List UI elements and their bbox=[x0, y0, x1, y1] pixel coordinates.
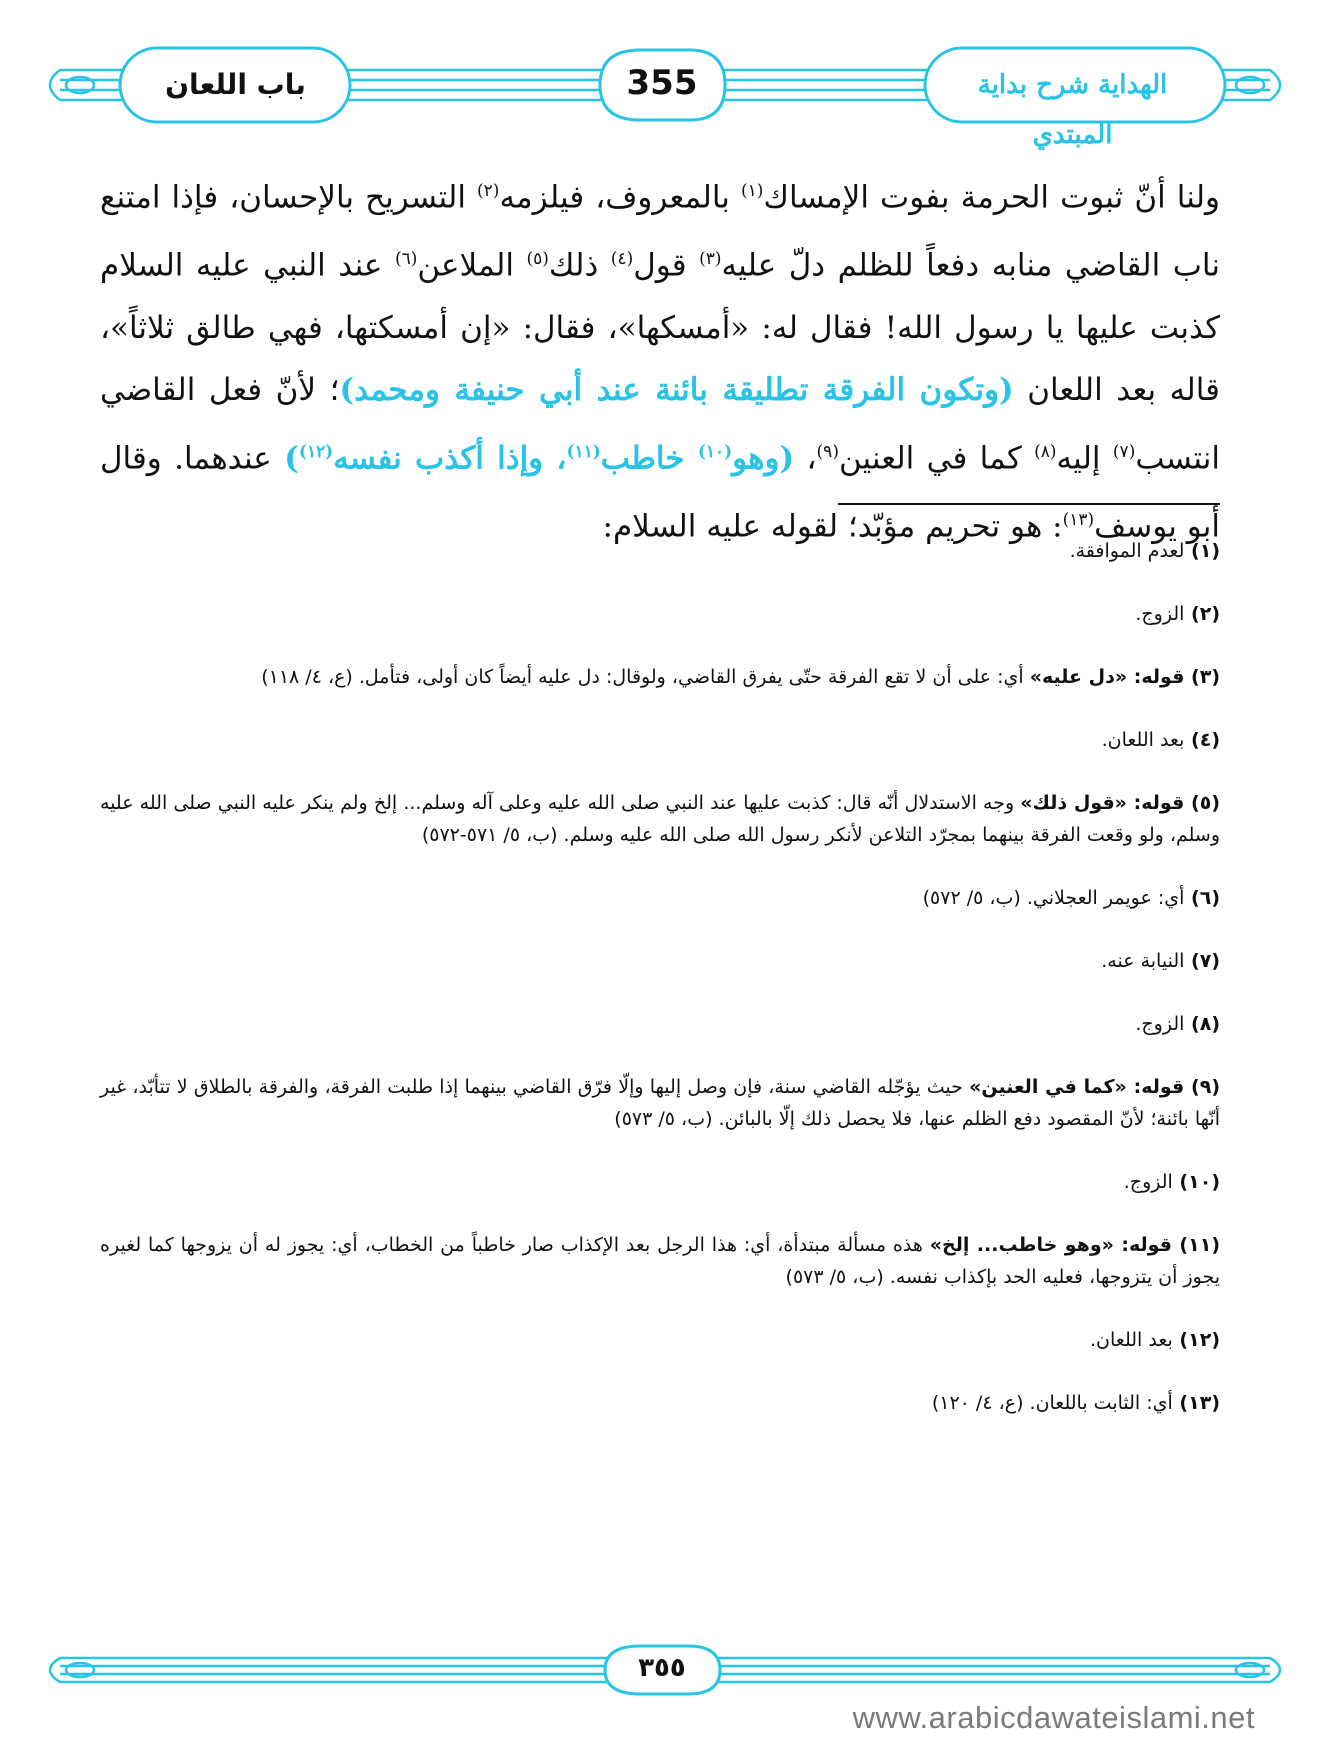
main-text bbox=[100, 160, 1220, 557]
page-footer bbox=[0, 1640, 1325, 1700]
footnote-text: بعد اللعان. bbox=[1090, 1329, 1173, 1351]
footnotes bbox=[100, 535, 1220, 1450]
commentary-text: التسريح بالإحسان، فإذا امتنع ناب القاضي منابه دفعاً للظلم دلّ عليه bbox=[100, 179, 1220, 284]
footnote-item bbox=[100, 535, 1220, 567]
footnote-item bbox=[100, 1387, 1220, 1419]
commentary-text: ؛ لأنّ فعل القاضي انتسب bbox=[100, 371, 1221, 476]
footnote-item bbox=[100, 945, 1220, 977]
commentary-text: ولنا أنّ ثبوت الحرمة بفوت الإمساك bbox=[763, 179, 1220, 216]
matn-text: خاطب bbox=[600, 439, 698, 476]
commentary-text: بالمعروف، فيلزمه bbox=[499, 179, 741, 216]
footnote-number: (١٢) bbox=[1172, 1329, 1220, 1351]
footnote-ref[interactable]: (٥) bbox=[526, 249, 549, 270]
footnote-keyword: قوله: «كما في العنين» bbox=[969, 1076, 1185, 1098]
commentary-text: قول bbox=[633, 247, 700, 284]
commentary-text: عند النبي عليه السلام كذبت عليها يا رسول الله! فقال له: «أمسكها»، فقال: «إن أمسكتها، فهي طالق ثلاثاً»، قاله بعد اللعان bbox=[100, 247, 1220, 408]
commentary-text: إليه bbox=[1056, 439, 1113, 476]
footnote-number: (٦) bbox=[1184, 887, 1220, 909]
footnote-number: (٢) bbox=[1184, 603, 1220, 625]
footnote-text: لعدم الموافقة. bbox=[1069, 540, 1185, 562]
footnote-ref[interactable]: (٦) bbox=[394, 249, 418, 270]
footnote-keyword: قوله: «دل عليه» bbox=[1029, 666, 1185, 688]
footnote-item bbox=[100, 598, 1220, 630]
footnote-number: (١٠) bbox=[1172, 1171, 1220, 1193]
page-number: 355 bbox=[626, 63, 698, 103]
footnote-item bbox=[100, 1008, 1220, 1040]
footnote-item bbox=[100, 661, 1220, 693]
footnote-ref[interactable]: (٣) bbox=[699, 249, 722, 270]
footnote-text: النيابة عنه. bbox=[1101, 950, 1185, 972]
footnote-ref[interactable]: (١١) bbox=[566, 441, 601, 462]
footnote-number: (١) bbox=[1184, 540, 1220, 562]
footnote-text: الزوج. bbox=[1123, 1171, 1173, 1193]
footnote-ref[interactable]: (٧) bbox=[1112, 441, 1136, 462]
footnote-number: (٤) bbox=[1184, 729, 1220, 751]
footnote-text: حيث يؤجّله القاضي سنة، فإن وصل إليها وإلّا فرّق القاضي بينهما إذا طلبت الفرقة، والفرقة بالطلاق لا تتأبّد، غير أنّها بائنة؛ لأنّ المقصود دفع الظلم عنها، فلا يحصل ذلك إلّا بالبائن. (ب، ٥/ ٥٧٣) bbox=[100, 1076, 1220, 1130]
commentary-text: ، bbox=[794, 439, 817, 476]
footnote-item bbox=[100, 1229, 1220, 1293]
matn-text: ، وإذا أكذب نفسه bbox=[333, 439, 567, 476]
footnote-number: (١٣) bbox=[1172, 1392, 1220, 1414]
commentary-text: الملاعن bbox=[417, 247, 527, 284]
footnote-text: الزوج. bbox=[1135, 1013, 1185, 1035]
footnote-text: بعد اللعان. bbox=[1101, 729, 1185, 751]
footnote-divider bbox=[838, 503, 1220, 505]
website-link[interactable]: www.arabicdawateislami.net bbox=[852, 1700, 1255, 1735]
footnote-text: أي: على أن لا تقع الفرقة حتّى يفرق القاضي، ولوقال: دل عليه أيضاً كان أولى، فتأمل. (ع، ٤/ ١١٨) bbox=[261, 666, 1030, 688]
footnote-ref[interactable]: (١) bbox=[740, 181, 764, 201]
footnote-text: أي: عويمر العجلاني. (ب، ٥/ ٥٧٢) bbox=[922, 887, 1185, 909]
footnote-item bbox=[100, 724, 1220, 756]
footnote-ref[interactable]: (٨) bbox=[1034, 441, 1057, 462]
footnote-number: (٥) bbox=[1184, 792, 1220, 814]
commentary-text: ذلك bbox=[548, 247, 611, 284]
main-paragraph bbox=[100, 160, 1220, 557]
footnote-ref[interactable]: (٤) bbox=[610, 249, 634, 270]
chapter-title: باب اللعان bbox=[165, 68, 306, 101]
matn-text: (وتكون الفرقة تطليقة بائنة عند أبي حنيفة ومحمد) bbox=[339, 371, 1014, 408]
footnote-text: أي: الثابت باللعان. (ع، ٤/ ١٢٠) bbox=[931, 1392, 1173, 1414]
page-header bbox=[0, 40, 1325, 150]
matn-text: (وهو bbox=[732, 439, 795, 476]
footer-page-number: ٣٥٥ bbox=[638, 1653, 686, 1683]
footnote-keyword: قوله: «قول ذلك» bbox=[1020, 792, 1185, 814]
footnote-item bbox=[100, 1071, 1220, 1135]
commentary-text: عندهما. وقال أبو يوسف bbox=[100, 439, 1220, 545]
footnote-text: وجه الاستدلال أنّه قال: كذبت عليها عند النبي صلى الله عليه وعلى آله وسلم... إلخ ولم ينكر عليه النبي صلى الله عليه وسلم، ولو وقعت الفرقة بينهما بمجرّد التلاعن لأنكر رسول الله صلى الله عليه وسلم. (ب، ٥/ ٥٧١-٥٧٢) bbox=[100, 792, 1220, 846]
footnote-ref[interactable]: (١٠) bbox=[697, 441, 733, 462]
footnote-number: (٣) bbox=[1184, 666, 1220, 688]
matn-text: ) bbox=[284, 439, 299, 476]
footnote-number: (٨) bbox=[1184, 1013, 1220, 1035]
footnote-number: (١١) bbox=[1171, 1234, 1220, 1256]
commentary-text: كما في العنين bbox=[838, 439, 1035, 476]
footnote-item bbox=[100, 1324, 1220, 1356]
footnote-ref[interactable]: (١٣) bbox=[1062, 509, 1095, 530]
footnote-ref[interactable]: (٢) bbox=[477, 181, 500, 201]
commentary-text: : هو تحريم مؤبّد؛ لقوله عليه السلام: bbox=[602, 508, 1063, 545]
book-title: الهداية شرح بداية المبتدي bbox=[977, 70, 1168, 150]
footnote-item bbox=[100, 787, 1220, 851]
footnote-text: الزوج. bbox=[1135, 603, 1185, 625]
footnote-item bbox=[100, 1166, 1220, 1198]
footnote-ref[interactable]: (١٢) bbox=[298, 441, 334, 462]
footnote-text: هذه مسألة مبتدأة، أي: هذا الرجل بعد الإكذاب صار خاطباً من الخطاب، أي: يجوز له أن يزوجها كما لغيره يجوز أن يتزوجها، فعليه الحد بإكذاب نفسه. (ب، ٥/ ٥٧٣) bbox=[100, 1234, 1220, 1288]
footnote-keyword: قوله: «وهو خاطب... إلخ» bbox=[929, 1234, 1172, 1256]
footnote-number: (٧) bbox=[1184, 950, 1220, 972]
footnote-item bbox=[100, 882, 1220, 914]
footnote-number: (٩) bbox=[1184, 1076, 1220, 1098]
footnote-ref[interactable]: (٩) bbox=[816, 441, 839, 462]
